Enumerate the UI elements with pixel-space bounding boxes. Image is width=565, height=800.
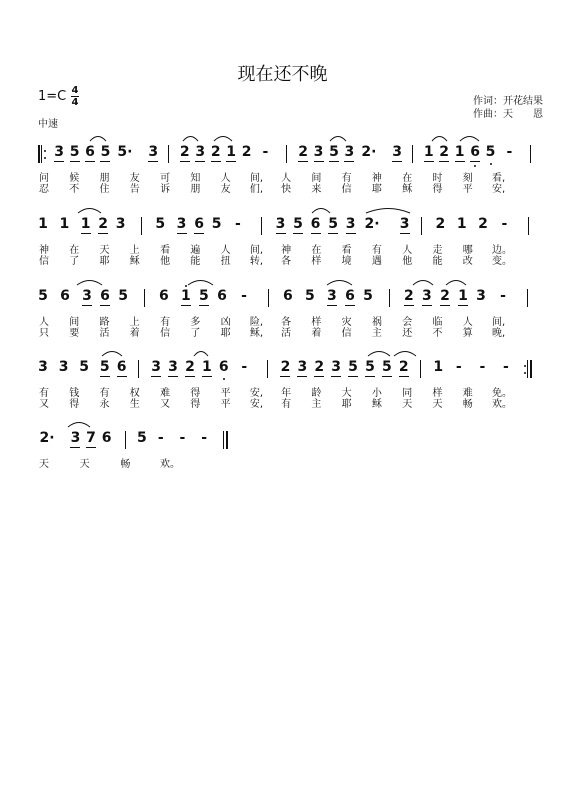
note-symbol: 5 [365,359,375,375]
note-symbol: 2 [403,288,414,304]
note-symbol: - [262,144,269,160]
slur [77,281,102,286]
lyric-char: 人 [402,245,413,256]
note-symbol: - [201,430,207,446]
lyric-char: 畅 [462,399,473,410]
time-signature-bottom: 4 [71,97,79,108]
lyric-char: 来 [311,184,322,195]
note-symbol: 2· [39,430,55,446]
slur [432,137,447,142]
note-symbol: 3 [422,288,432,304]
lyric-char: 难 [160,388,171,399]
note-symbol: 1 [226,144,237,160]
note-symbol: 1 [458,288,468,304]
lyric-char: 境 [341,256,352,267]
lyric-char: 得 [432,184,443,195]
lyric-char: 天 [79,459,90,470]
slur [102,352,122,357]
lyric-char: 快 [281,184,292,195]
note-symbol: 1 [59,216,70,232]
note-symbol: 5 [118,288,128,304]
slur [366,209,410,214]
lyric-char: 遍 [190,245,201,256]
slur [312,209,330,214]
lyric-char: 有 [160,317,171,328]
note-symbol: 1 [38,216,48,232]
composer-credit: 作曲：天 恩 [473,109,543,120]
lyric-char: 同 [402,388,413,399]
lyric-char: 看 [160,245,171,256]
note-symbol: 6 [310,216,321,232]
note-symbol: - [502,359,509,375]
note-symbol: - [455,359,462,375]
lyric-char: 难 [462,388,473,399]
note-symbol: 3 [82,288,92,304]
note-symbol: 2 [439,144,450,160]
lyric-char: 能 [190,256,201,267]
note-symbol: 2· [364,216,380,232]
note-symbol: 2 [398,359,409,375]
note-symbol: 2 [435,216,446,232]
lyric-char: 又 [160,399,171,410]
lyric-char: 住 [99,184,110,195]
lyric-char: 间, [249,245,264,256]
note-symbol: 3 [176,216,187,232]
lyric-char: 凶 [220,317,231,328]
lyric-char: 稣 [371,399,382,410]
slur [368,352,390,357]
note-symbol: 3 [70,430,81,446]
lyric-char: 神 [281,245,292,256]
note-symbol: 2 [185,359,195,375]
lyric-char: 耶 [341,399,352,410]
note-symbol: 2 [298,144,308,160]
lyric-char: 扭 [220,256,231,267]
lyric-char: 耶 [99,256,110,267]
note-symbol: 6 [470,144,480,160]
lyric-char: 天 [402,399,413,410]
lyric-char: 刻 [462,173,473,184]
note-symbol: 3 [148,144,159,160]
lyric-char: 权 [129,388,140,399]
note-symbol: 7 [86,430,96,446]
lyric-char: 有 [99,388,110,399]
lyric-char: 主 [371,328,382,339]
lyric-char: 神 [371,173,382,184]
note-symbol: 3 [195,144,206,160]
lyric-char: 人 [39,317,49,328]
lyric-char: 能 [432,256,443,267]
lyric-char: 样 [311,317,322,328]
lyric-char: 有 [281,399,292,410]
lyric-char: 各 [281,256,292,267]
tempo-marking: 中速 [38,119,58,130]
note-symbol: 6 [85,144,95,160]
lyric-char: 神 [39,245,49,256]
lyric-char: 走 [432,245,443,256]
note-symbol: - [506,144,513,160]
lyric-char: 各 [281,317,292,328]
lyric-char: 欢。 [160,459,180,470]
note-symbol: 2 [98,216,109,232]
lyric-char: 候 [69,173,80,184]
note-symbol: 5 [199,288,209,304]
lyric-char: 平 [220,399,231,410]
lyric-char: 钱 [69,388,80,399]
slur [330,137,346,142]
note-symbol: 3 [392,144,403,160]
lyric-char: 天 [432,399,443,410]
note-symbol: 3 [58,359,69,375]
lyric-char: 变。 [492,256,512,267]
note-symbol: 6 [345,288,355,304]
note-symbol: - [501,216,508,232]
lyric-char: 还 [402,328,413,339]
note-symbol: 3 [38,359,48,375]
lyric-char: 平 [462,184,473,195]
lyric-char: 看, [492,173,506,184]
lyric-char: 平 [220,388,231,399]
note-symbol: 5 [136,430,147,446]
note-symbol: 3 [168,359,178,375]
note-symbol: 3 [313,144,324,160]
note-symbol: - [500,288,506,304]
lyric-char: 有 [371,245,382,256]
note-symbol: 5· [117,144,133,160]
lyric-char: 时 [432,173,443,184]
note-symbol: 5 [38,288,48,304]
lyric-char: 问 [39,173,49,184]
note-symbol: 1 [433,359,444,375]
lyric-char: 大 [341,388,352,399]
note-symbol: 3 [476,288,486,304]
lyric-char: 永 [99,399,110,410]
note-symbol: 3 [345,216,356,232]
lyric-char: 信 [341,328,352,339]
slur [90,137,106,142]
lyric-char: 样 [311,256,322,267]
lyric-char: 免。 [492,388,512,399]
lyric-char: 信 [39,256,49,267]
note-symbol: 3 [344,144,355,160]
note-symbol: - [234,216,241,232]
lyric-char: 诉 [160,184,171,195]
lyric-char: 活 [99,328,110,339]
note-symbol: 3 [297,359,308,375]
slur [68,423,90,428]
note-symbol: 6 [283,288,293,304]
lyric-char: 耶 [371,184,382,195]
slur [214,137,232,142]
lyric-char: 多 [190,317,201,328]
lyric-char: 间 [69,317,80,328]
lyric-char: 间 [311,173,322,184]
lyric-char: 在 [311,245,322,256]
lyric-char: 他 [160,256,171,267]
note-symbol: 5 [381,359,392,375]
note-symbol: 6 [116,359,127,375]
lyric-char: 哪 [462,245,473,256]
lyric-char: 信 [160,328,171,339]
note-symbol: - [241,359,248,375]
note-symbol: 5 [99,359,110,375]
lyric-char: 又 [39,399,49,410]
lyric-char: 间, [492,317,506,328]
lyric-char: 人 [220,173,231,184]
lyric-char: 耶 [220,328,231,339]
note-symbol: 6 [101,430,112,446]
slur [183,137,198,142]
lyric-char: 上 [129,317,140,328]
lyric-char: 稣 [402,184,413,195]
lyric-char: 告 [129,184,140,195]
note-symbol: 5 [485,144,496,160]
lyric-char: 得 [69,399,80,410]
note-symbol: 2 [280,359,291,375]
lyric-char: 晚, [492,328,506,339]
lyric-char: 朋 [190,184,201,195]
lyric-char: 了 [69,256,80,267]
page-title: 现在还不晚 [237,64,328,85]
note-symbol: 2 [440,288,450,304]
lyric-char: 着 [311,328,322,339]
lyric-char: 不 [69,184,80,195]
lyric-char: 灾 [341,317,352,328]
note-symbol: 3 [331,359,342,375]
slur [460,137,479,142]
lyric-char: 年 [281,388,292,399]
note-symbol: 5 [293,216,303,232]
lyric-char: 生 [129,399,140,410]
note-symbol: 3 [275,216,286,232]
note-symbol: 5 [329,144,339,160]
lyric-char: 人 [220,245,231,256]
lyric-char: 有 [341,173,352,184]
lyric-char: 只 [39,328,49,339]
lyric-char: 转, [249,256,264,267]
lyric-char: 可 [160,173,171,184]
note-symbol: 1 [181,288,191,304]
note-symbol: 1 [201,359,212,375]
note-symbol: 2· [361,144,377,160]
lyric-char: 他 [402,256,413,267]
note-symbol: 5 [69,144,80,160]
lyric-char: 安, [249,399,264,410]
lyric-char: 人 [462,317,473,328]
lyric-char: 有 [39,388,49,399]
lyric-char: 临 [432,317,443,328]
lyric-char: 主 [311,399,322,410]
lyric-char: 欢。 [492,399,512,410]
lyric-char: 要 [69,328,80,339]
slur [188,281,213,286]
lyric-char: 了 [190,328,201,339]
lyric-char: 天 [39,459,49,470]
note-symbol: 2 [241,144,252,160]
note-symbol: 3 [115,216,126,232]
note-symbol: 5 [100,144,111,160]
slur [446,281,466,286]
note-symbol: - [479,359,486,375]
lyric-char: 稣, [249,328,264,339]
lyric-char: 在 [69,245,80,256]
lyric-char: 知 [190,173,201,184]
lyric-char: 间, [249,173,264,184]
lyric-char: 人 [281,173,292,184]
lyric-char: 上 [129,245,140,256]
note-symbol: 6 [100,288,110,304]
note-symbol: 5 [305,288,315,304]
lyric-char: 得 [190,388,201,399]
lyricist-credit: 作词：开花结果 [473,96,543,107]
lyric-char: 路 [99,317,110,328]
slur [327,281,352,286]
note-symbol: 5 [348,359,358,375]
note-symbol: 1 [423,144,434,160]
slur [78,209,101,214]
note-symbol: 3 [151,359,162,375]
lyric-char: 龄 [311,388,322,399]
lyric-char: 看 [341,245,352,256]
lyric-char: 边。 [492,245,512,256]
lyric-char: 着 [129,328,140,339]
lyric-char: 畅 [120,459,131,470]
lyric-char: 不 [432,328,443,339]
lyric-char: 安, [492,184,506,195]
note-symbol: 3 [327,288,337,304]
note-symbol: 6 [60,288,70,304]
note-symbol: - [157,430,164,446]
note-symbol: - [241,288,247,304]
lyric-char: 改 [462,256,473,267]
lyric-char: 忍 [39,184,49,195]
lyric-char: 信 [341,184,352,195]
lyric-char: 算 [462,328,473,339]
note-symbol: 2 [478,216,488,232]
lyric-char: 安, [249,388,264,399]
lyric-char: 朋 [99,173,110,184]
lyric-char: 在 [402,173,413,184]
lyric-char: 祸 [371,317,382,328]
note-symbol: 2 [210,144,221,160]
note-symbol: 6 [159,288,169,304]
lyric-char: 天 [99,245,110,256]
lyric-char: 样 [432,388,443,399]
note-symbol: - [179,430,186,446]
lyric-char: 友 [129,173,140,184]
lyric-char: 得 [190,399,201,410]
lyric-char: 会 [402,317,413,328]
note-symbol: 5 [363,288,373,304]
note-symbol: 6 [194,216,204,232]
lyric-char: 们, [249,184,264,195]
note-symbol: 3 [399,216,410,232]
note-symbol: 6 [218,359,229,375]
note-symbol: 5 [155,216,166,232]
note-symbol: 5 [211,216,222,232]
lyric-char: 活 [281,328,292,339]
note-symbol: 1 [456,216,467,232]
slur [194,352,208,357]
note-symbol: 2 [314,359,325,375]
lyric-char: 稣 [129,256,140,267]
note-symbol: 1 [454,144,465,160]
note-symbol: 5 [79,359,90,375]
note-symbol: 5 [328,216,338,232]
slur [394,352,416,357]
note-symbol: 3 [54,144,64,160]
time-signature-top: 4 [71,85,79,96]
lyric-char: 小 [371,388,382,399]
lyric-char: 遇 [371,256,382,267]
lyric-char: 友 [220,184,231,195]
note-symbol: 1 [80,216,91,232]
lyric-char: 险, [249,317,264,328]
key-signature: 1=C [38,89,67,104]
note-symbol: 2 [179,144,190,160]
note-symbol: 6 [217,288,227,304]
slur [413,281,433,286]
